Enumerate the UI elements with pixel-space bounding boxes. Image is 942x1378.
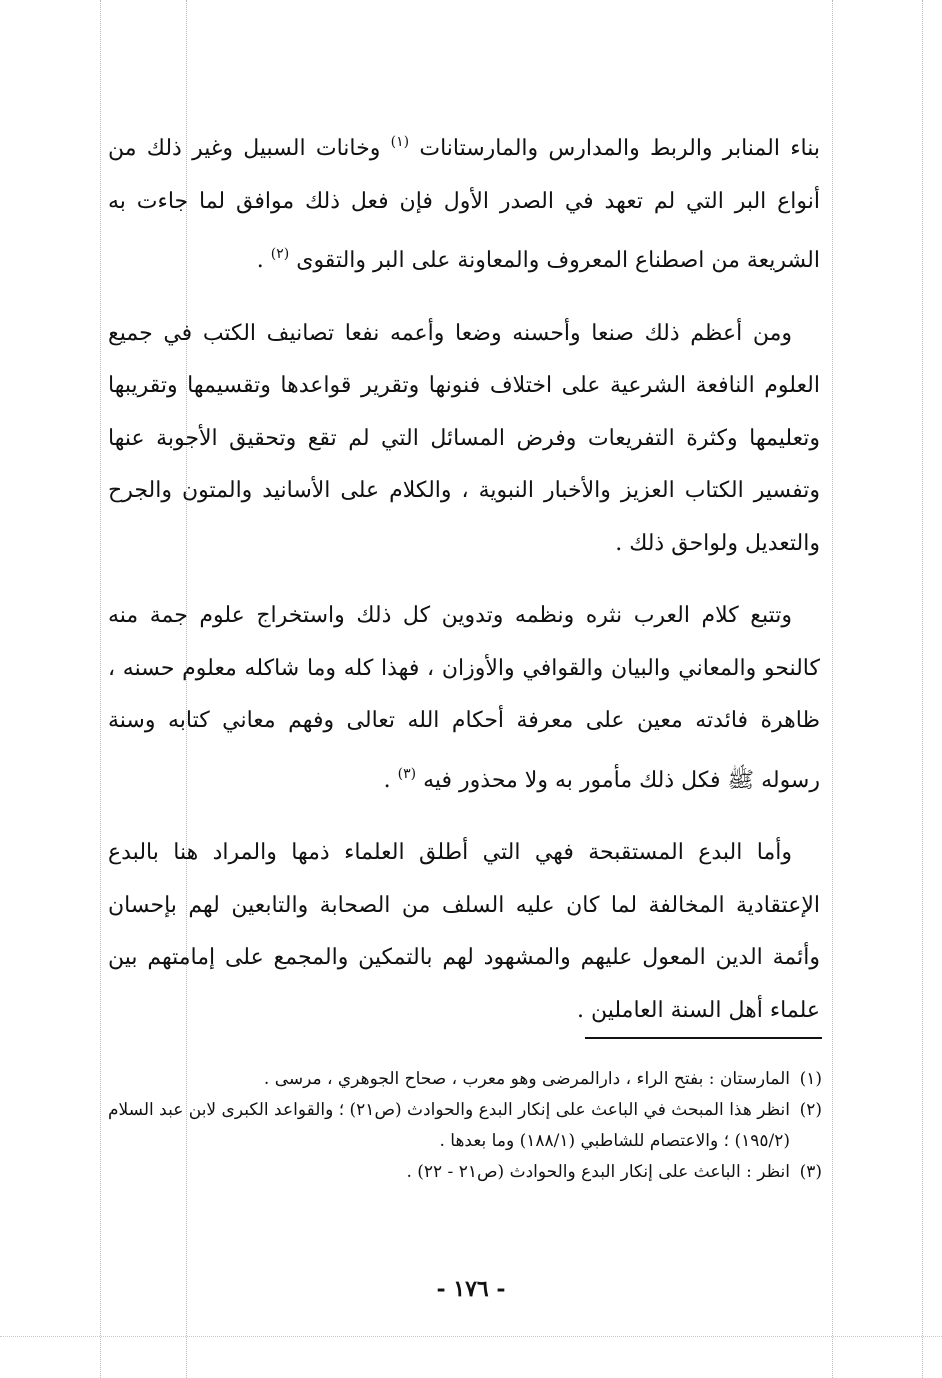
paragraph-4 (108, 827, 820, 1037)
footnote-ref-3: (٣) (397, 765, 417, 782)
paragraph-1 (108, 116, 820, 288)
footnote-2 (108, 1095, 822, 1157)
page-number: - ١٧٦ - (436, 1276, 506, 1302)
footnote-ref-1: (١) (390, 134, 410, 150)
paragraph-2 (108, 308, 820, 571)
footnote-text: المارستان : بفتح الراء ، دارالمرضى وهو معرب ، صحاح الجوهري ، مرسى . (263, 1069, 790, 1089)
paragraph-text: . (383, 767, 391, 793)
footnote-number: (١) (799, 1069, 822, 1089)
scan-guide-line (922, 0, 923, 1378)
footnote-divider (585, 1037, 822, 1039)
scan-guide-line (100, 0, 101, 1378)
footnote-text: انظر هذا المبحث في الباعث على إنكار البدع والحوادث (ص٢١) ؛ والقواعد الكبرى لابن عبد السلام (١٩٥/٢) ؛ والاعتصام للشاطبي (١٨٨/١) وما بعدها . (108, 1100, 790, 1151)
footnote-number: (٢) (799, 1100, 822, 1120)
scan-guide-line (832, 0, 833, 1378)
scan-guide-line (0, 1336, 942, 1337)
paragraph-text: . (256, 248, 264, 273)
paragraph-text: بناء المنابر والربط والمدارس والمارستانات (419, 136, 821, 161)
footnotes (108, 1064, 822, 1188)
paragraph-text: وتتبع كلام العرب نثره ونظمه وتدوين كل ذلك واستخراج علوم جمة منه كالنحو والمعاني والبيان والقوافي والأوزان ، فهذا كله وما شاكله معلوم حسنه ، ظاهرة فائدته معين على معرفة أحكام الله تعالى وفهم معاني كتابه وسنة رسوله ﷺ فكل ذلك مأمور به ولا محذور فيه (108, 603, 820, 793)
paragraph-text: وأما البدع المستقبحة فهي التي أطلق العلماء ذمها والمراد هنا بالبدع الإعتقادية المخالفة لما كان عليه السلف من الصحابة والتابعين لهم بإحسان وأئمة الدين المعول عليهم والمشهود لهم بالتمكين والمجمع على إمامتهم بين علماء أهل السنة العاملين . (108, 840, 820, 1023)
footnote-text: انظر : الباعث على إنكار البدع والحوادث (ص٢١ - ٢٢) . (406, 1162, 790, 1182)
paragraph-3 (108, 590, 820, 807)
main-text (108, 116, 820, 1057)
footnote-1 (108, 1064, 822, 1095)
footnote-3 (108, 1157, 822, 1188)
paragraph-text: وخانات السبيل وغير ذلك من أنواع البر التي لم تعهد في الصدر الأول فإن فعل ذلك موافق لما جاءت به الشريعة من اصطناع المعروف والمعاونة على البر والتقوى (108, 136, 820, 273)
footnote-number: (٣) (799, 1162, 822, 1182)
footnote-ref-2: (٢) (270, 246, 290, 262)
paragraph-text: ومن أعظم ذلك صنعا وأحسنه وضعا وأعمه نفعا تصانيف الكتب في جميع العلوم النافعة الشرعية على اختلاف فنونها وتقرير قواعدها وتقسيمها وتقريبها وتعليمها وكثرة التفريعات وفرض المسائل التي لم تقع وتحقيق الأجوبة عنها وتفسير الكتاب العزيز والأخبار النبوية ، والكلام على الأسانيد والمتون والجرح والتعديل ولواحق ذلك . (108, 320, 820, 556)
